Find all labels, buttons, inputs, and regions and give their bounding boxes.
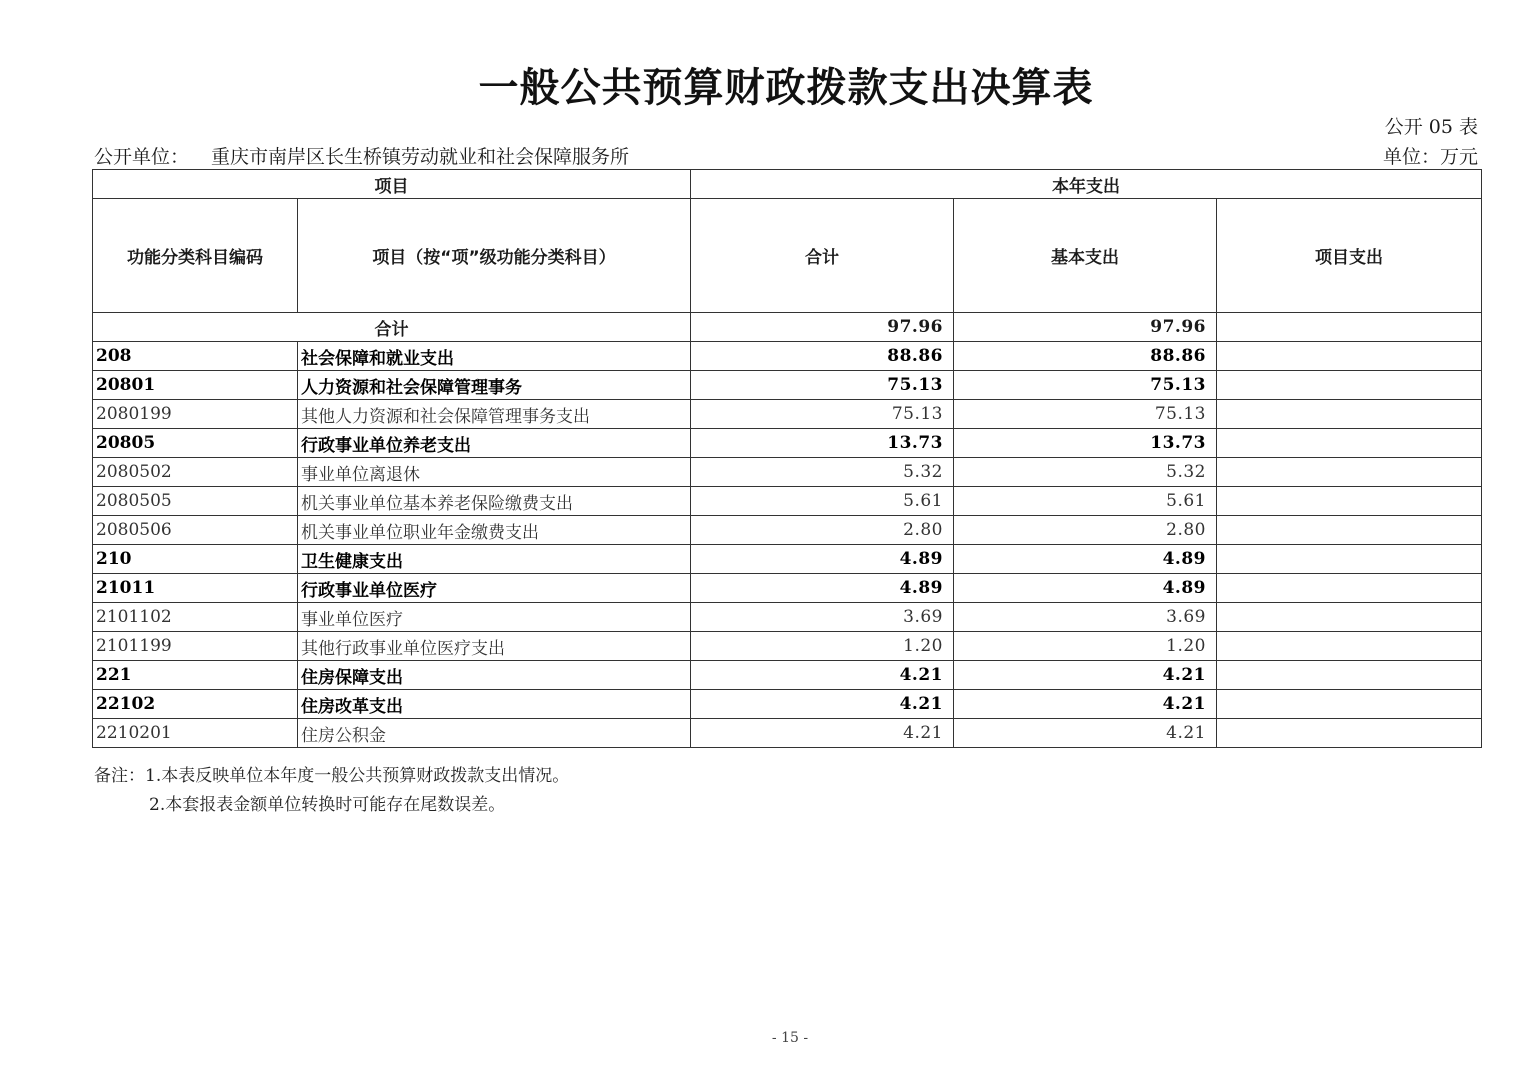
total-label: 合计 bbox=[93, 313, 691, 342]
row-basic: 4.21 bbox=[954, 719, 1217, 748]
row-basic: 4.21 bbox=[954, 690, 1217, 719]
table-row bbox=[93, 516, 1482, 545]
table-row bbox=[93, 545, 1482, 574]
row-project bbox=[1217, 458, 1482, 487]
row-code: 2080502 bbox=[93, 458, 298, 487]
row-code: 221 bbox=[93, 661, 298, 690]
table-row bbox=[93, 429, 1482, 458]
page-title: 一般公共预算财政拨款支出决算表 bbox=[478, 65, 1094, 111]
row-project bbox=[1217, 516, 1482, 545]
notes bbox=[94, 762, 569, 820]
note-line-1: 备注：1.本表反映单位本年度一般公共预算财政拨款支出情况。 bbox=[94, 766, 570, 786]
row-code: 2210201 bbox=[93, 719, 298, 748]
col-basic-header: 基本支出 bbox=[954, 199, 1217, 313]
row-total: 5.61 bbox=[691, 487, 954, 516]
table-row bbox=[93, 371, 1482, 400]
row-name: 事业单位离退休 bbox=[298, 458, 691, 487]
row-code: 21011 bbox=[93, 574, 298, 603]
unit-name: 重庆市南岸区长生桥镇劳动就业和社会保障服务所 bbox=[211, 146, 630, 168]
total-basic: 97.96 bbox=[954, 313, 1217, 342]
table-row bbox=[93, 719, 1482, 748]
row-project bbox=[1217, 719, 1482, 748]
row-code: 210 bbox=[93, 545, 298, 574]
table-row bbox=[93, 690, 1482, 719]
row-project bbox=[1217, 342, 1482, 371]
row-name: 住房改革支出 bbox=[298, 690, 691, 719]
row-basic: 5.61 bbox=[954, 487, 1217, 516]
row-basic: 75.13 bbox=[954, 371, 1217, 400]
table-row bbox=[93, 458, 1482, 487]
row-code: 20801 bbox=[93, 371, 298, 400]
row-total: 75.13 bbox=[691, 371, 954, 400]
money-unit: 单位：万元 bbox=[1382, 146, 1478, 168]
table-row bbox=[93, 661, 1482, 690]
row-code: 22102 bbox=[93, 690, 298, 719]
page-number: - 15 - bbox=[771, 1030, 809, 1046]
row-code: 2080506 bbox=[93, 516, 298, 545]
row-name: 机关事业单位职业年金缴费支出 bbox=[298, 516, 691, 545]
row-basic: 4.89 bbox=[954, 574, 1217, 603]
row-name: 社会保障和就业支出 bbox=[298, 342, 691, 371]
row-code: 208 bbox=[93, 342, 298, 371]
col-project-header: 项目支出 bbox=[1217, 199, 1482, 313]
row-total: 3.69 bbox=[691, 603, 954, 632]
row-total: 4.89 bbox=[691, 574, 954, 603]
row-project bbox=[1217, 574, 1482, 603]
table-row bbox=[93, 632, 1482, 661]
row-total: 4.21 bbox=[691, 661, 954, 690]
row-name: 住房保障支出 bbox=[298, 661, 691, 690]
row-name: 卫生健康支出 bbox=[298, 545, 691, 574]
row-code: 2080505 bbox=[93, 487, 298, 516]
row-project bbox=[1217, 545, 1482, 574]
row-name: 其他人力资源和社会保障管理事务支出 bbox=[298, 400, 691, 429]
row-name: 人力资源和社会保障管理事务 bbox=[298, 371, 691, 400]
table-row bbox=[93, 487, 1482, 516]
row-name: 住房公积金 bbox=[298, 719, 691, 748]
row-total: 2.80 bbox=[691, 516, 954, 545]
row-basic: 88.86 bbox=[954, 342, 1217, 371]
expense-table bbox=[92, 169, 1482, 748]
row-name: 其他行政事业单位医疗支出 bbox=[298, 632, 691, 661]
row-project bbox=[1217, 371, 1482, 400]
form-number: 公开 05 表 bbox=[1384, 116, 1478, 138]
table-row bbox=[93, 603, 1482, 632]
row-total: 1.20 bbox=[691, 632, 954, 661]
row-project bbox=[1217, 487, 1482, 516]
row-project bbox=[1217, 400, 1482, 429]
note-line-2: 2.本套报表金额单位转换时可能存在尾数误差。 bbox=[149, 795, 506, 815]
total-amount: 97.96 bbox=[691, 313, 954, 342]
row-code: 2101199 bbox=[93, 632, 298, 661]
header-project: 项目 bbox=[93, 170, 691, 199]
row-project bbox=[1217, 690, 1482, 719]
row-basic: 1.20 bbox=[954, 632, 1217, 661]
row-total: 4.21 bbox=[691, 719, 954, 748]
header-year-expense: 本年支出 bbox=[691, 170, 1482, 199]
row-basic: 2.80 bbox=[954, 516, 1217, 545]
row-total: 13.73 bbox=[691, 429, 954, 458]
row-name: 行政事业单位医疗 bbox=[298, 574, 691, 603]
row-code: 2080199 bbox=[93, 400, 298, 429]
col-name-header: 项目（按“项”级功能分类科目） bbox=[298, 199, 691, 313]
table-row bbox=[93, 574, 1482, 603]
row-basic: 4.21 bbox=[954, 661, 1217, 690]
row-basic: 3.69 bbox=[954, 603, 1217, 632]
row-total: 4.89 bbox=[691, 545, 954, 574]
row-name: 机关事业单位基本养老保险缴费支出 bbox=[298, 487, 691, 516]
row-total: 88.86 bbox=[691, 342, 954, 371]
row-name: 行政事业单位养老支出 bbox=[298, 429, 691, 458]
row-name: 事业单位医疗 bbox=[298, 603, 691, 632]
col-code-header: 功能分类科目编码 bbox=[93, 199, 298, 313]
row-project bbox=[1217, 429, 1482, 458]
unit-label: 公开单位： bbox=[94, 146, 190, 168]
row-code: 2101102 bbox=[93, 603, 298, 632]
col-total-header: 合计 bbox=[691, 199, 954, 313]
table-row bbox=[93, 342, 1482, 371]
total-row bbox=[93, 313, 1482, 342]
row-project bbox=[1217, 603, 1482, 632]
row-project bbox=[1217, 661, 1482, 690]
row-basic: 4.89 bbox=[954, 545, 1217, 574]
row-project bbox=[1217, 632, 1482, 661]
reporting-unit bbox=[94, 142, 629, 169]
row-code: 20805 bbox=[93, 429, 298, 458]
row-total: 75.13 bbox=[691, 400, 954, 429]
row-basic: 13.73 bbox=[954, 429, 1217, 458]
table-row bbox=[93, 400, 1482, 429]
total-project bbox=[1217, 313, 1482, 342]
row-total: 5.32 bbox=[691, 458, 954, 487]
row-total: 4.21 bbox=[691, 690, 954, 719]
row-basic: 5.32 bbox=[954, 458, 1217, 487]
row-basic: 75.13 bbox=[954, 400, 1217, 429]
